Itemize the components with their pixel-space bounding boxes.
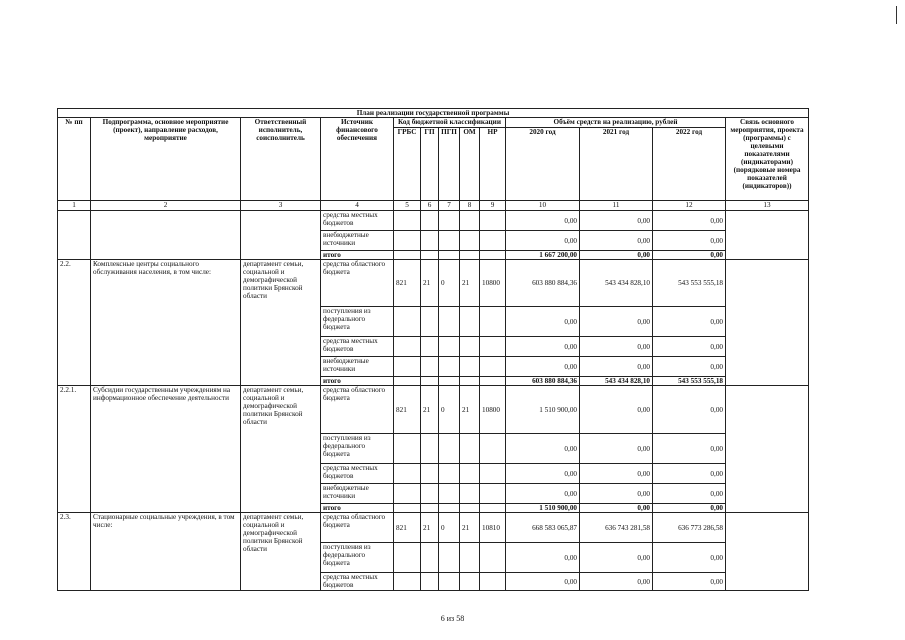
value-2021: 0,00 (580, 357, 653, 377)
value-2021: 0,00 (580, 386, 653, 434)
header-budget-code: Код бюджетной классификации (394, 118, 506, 128)
header-nr: НР (480, 128, 506, 201)
value-2021: 636 743 281,58 (580, 513, 653, 543)
value-2020: 1 510 900,00 (506, 504, 580, 513)
col-number: 11 (580, 201, 653, 211)
nr-cell: 10800 (480, 386, 506, 434)
value-2020: 0,00 (506, 231, 580, 251)
gp-cell: 21 (421, 260, 439, 307)
value-2020: 0,00 (506, 211, 580, 231)
col-number: 4 (321, 201, 394, 211)
value-2021: 0,00 (580, 573, 653, 591)
nr-cell: 10810 (480, 513, 506, 543)
col-number: 10 (506, 201, 580, 211)
gp-cell: 21 (421, 513, 439, 543)
table-row (58, 513, 809, 543)
header-subprogram: Подпрограмма, основное мероприятие (проект), направление расходов, мероприятие (91, 118, 241, 201)
page-number: 6 из 58 (440, 614, 465, 623)
plan-table (57, 108, 809, 591)
table-row (58, 386, 809, 434)
header-om: ОМ (460, 128, 480, 201)
source-cell: средства областного бюджета (321, 513, 394, 543)
source-cell: поступления из федерального бюджета (321, 543, 394, 573)
value-2021: 0,00 (580, 543, 653, 573)
value-2020: 0,00 (506, 464, 580, 484)
num-cell: 2.2. (58, 260, 91, 386)
executor-cell: департамент семьи, социальной и демографической политики Брянской области (241, 386, 321, 513)
value-2020: 0,00 (506, 573, 580, 591)
header-2020: 2020 год (506, 128, 580, 201)
pgp-cell: 0 (439, 260, 460, 307)
num-cell: 2.2.1. (58, 386, 91, 513)
value-2020: 0,00 (506, 484, 580, 504)
value-2021: 0,00 (580, 251, 653, 260)
value-2021: 0,00 (580, 434, 653, 464)
name-cell (91, 211, 241, 260)
value-2020: 0,00 (506, 357, 580, 377)
value-2022: 0,00 (653, 504, 726, 513)
source-cell: итого (321, 377, 394, 386)
value-2020: 668 583 065,87 (506, 513, 580, 543)
value-2022: 543 553 555,18 (653, 377, 726, 386)
grbs-cell: 821 (394, 386, 421, 434)
value-2022: 0,00 (653, 231, 726, 251)
value-2022: 0,00 (653, 464, 726, 484)
pgp-cell: 0 (439, 513, 460, 543)
source-cell: средства областного бюджета (321, 260, 394, 307)
value-2022: 0,00 (653, 434, 726, 464)
col-number: 7 (439, 201, 460, 211)
source-cell: итого (321, 251, 394, 260)
source-cell: внебюджетные источники (321, 231, 394, 251)
col-number: 5 (394, 201, 421, 211)
value-2021: 0,00 (580, 307, 653, 337)
header-pgp: ПГП (439, 128, 460, 201)
value-2020: 0,00 (506, 307, 580, 337)
col-number: 2 (91, 201, 241, 211)
value-2020: 0,00 (506, 434, 580, 464)
table-title: План реализации государственной программы (58, 109, 809, 118)
gp-cell: 21 (421, 386, 439, 434)
col-number: 12 (653, 201, 726, 211)
value-2021: 0,00 (580, 464, 653, 484)
column-number-row (58, 201, 809, 211)
table-row (58, 211, 809, 231)
header-2021: 2021 год (580, 128, 653, 201)
source-cell: поступления из федерального бюджета (321, 307, 394, 337)
executor-cell: департамент семьи, социальной и демографической политики Брянской области (241, 260, 321, 386)
om-cell: 21 (460, 386, 480, 434)
pgp-cell: 0 (439, 386, 460, 434)
om-cell: 21 (460, 260, 480, 307)
value-2022: 0,00 (653, 357, 726, 377)
header-gp: ГП (421, 128, 439, 201)
source-cell: средства местных бюджетов (321, 573, 394, 591)
col-number: 6 (421, 201, 439, 211)
value-2020: 0,00 (506, 337, 580, 357)
source-cell: средства областного бюджета (321, 386, 394, 434)
name-cell: Комплексные центры социального обслуживания населения, в том числе: (91, 260, 241, 386)
col-number: 3 (241, 201, 321, 211)
value-2022: 636 773 286,58 (653, 513, 726, 543)
value-2022: 543 553 555,18 (653, 260, 726, 307)
source-cell: итого (321, 504, 394, 513)
value-2021: 0,00 (580, 231, 653, 251)
header-2022: 2022 год (653, 128, 726, 201)
value-2022: 0,00 (653, 337, 726, 357)
value-2021: 0,00 (580, 211, 653, 231)
om-cell: 21 (460, 513, 480, 543)
num-cell (58, 211, 91, 260)
value-2021: 0,00 (580, 337, 653, 357)
header-volume: Объём средств на реализацию, рублей (506, 118, 726, 128)
value-2020: 1 667 200,00 (506, 251, 580, 260)
value-2022: 0,00 (653, 386, 726, 434)
header-grbs: ГРБС (394, 128, 421, 201)
col-number: 13 (726, 201, 809, 211)
value-2021: 543 434 828,10 (580, 377, 653, 386)
num-cell: 2.3. (58, 513, 91, 591)
nr-cell: 10800 (480, 260, 506, 307)
value-2022: 0,00 (653, 484, 726, 504)
header-num: № пп (58, 118, 91, 201)
value-2022: 0,00 (653, 573, 726, 591)
source-cell: внебюджетные источники (321, 357, 394, 377)
source-cell: внебюджетные источники (321, 484, 394, 504)
source-cell: поступления из федерального бюджета (321, 434, 394, 464)
col-number: 8 (460, 201, 480, 211)
value-2022: 0,00 (653, 211, 726, 231)
edge-mark (896, 6, 897, 24)
grbs-cell: 821 (394, 513, 421, 543)
table-row (58, 260, 809, 307)
header-link: Связь основного мероприятия, проекта (программы) с целевыми показателями (индикаторами) (порядковые номера показателей (индикаторов)) (726, 118, 809, 201)
source-cell: средства местных бюджетов (321, 464, 394, 484)
value-2021: 0,00 (580, 504, 653, 513)
value-2022: 0,00 (653, 251, 726, 260)
value-2020: 1 510 900,00 (506, 386, 580, 434)
value-2022: 0,00 (653, 307, 726, 337)
source-cell: средства местных бюджетов (321, 211, 394, 231)
value-2020: 603 880 884,36 (506, 377, 580, 386)
header-executor: Ответственный исполнитель, соисполнитель (241, 118, 321, 201)
grbs-cell: 821 (394, 260, 421, 307)
name-cell: Субсидии государственным учреждениям на информационное обеспечение деятельности (91, 386, 241, 513)
col-number: 1 (58, 201, 91, 211)
executor-cell: департамент семьи, социальной и демографической политики Брянской области (241, 513, 321, 591)
value-2022: 0,00 (653, 543, 726, 573)
value-2021: 0,00 (580, 484, 653, 504)
executor-cell (241, 211, 321, 260)
value-2020: 0,00 (506, 543, 580, 573)
value-2021: 543 434 828,10 (580, 260, 653, 307)
value-2020: 603 880 884,36 (506, 260, 580, 307)
col-number: 9 (480, 201, 506, 211)
source-cell: средства местных бюджетов (321, 337, 394, 357)
name-cell: Стационарные социальные учреждения, в том числе: (91, 513, 241, 591)
header-source: Источник финансового обеспечения (321, 118, 394, 201)
